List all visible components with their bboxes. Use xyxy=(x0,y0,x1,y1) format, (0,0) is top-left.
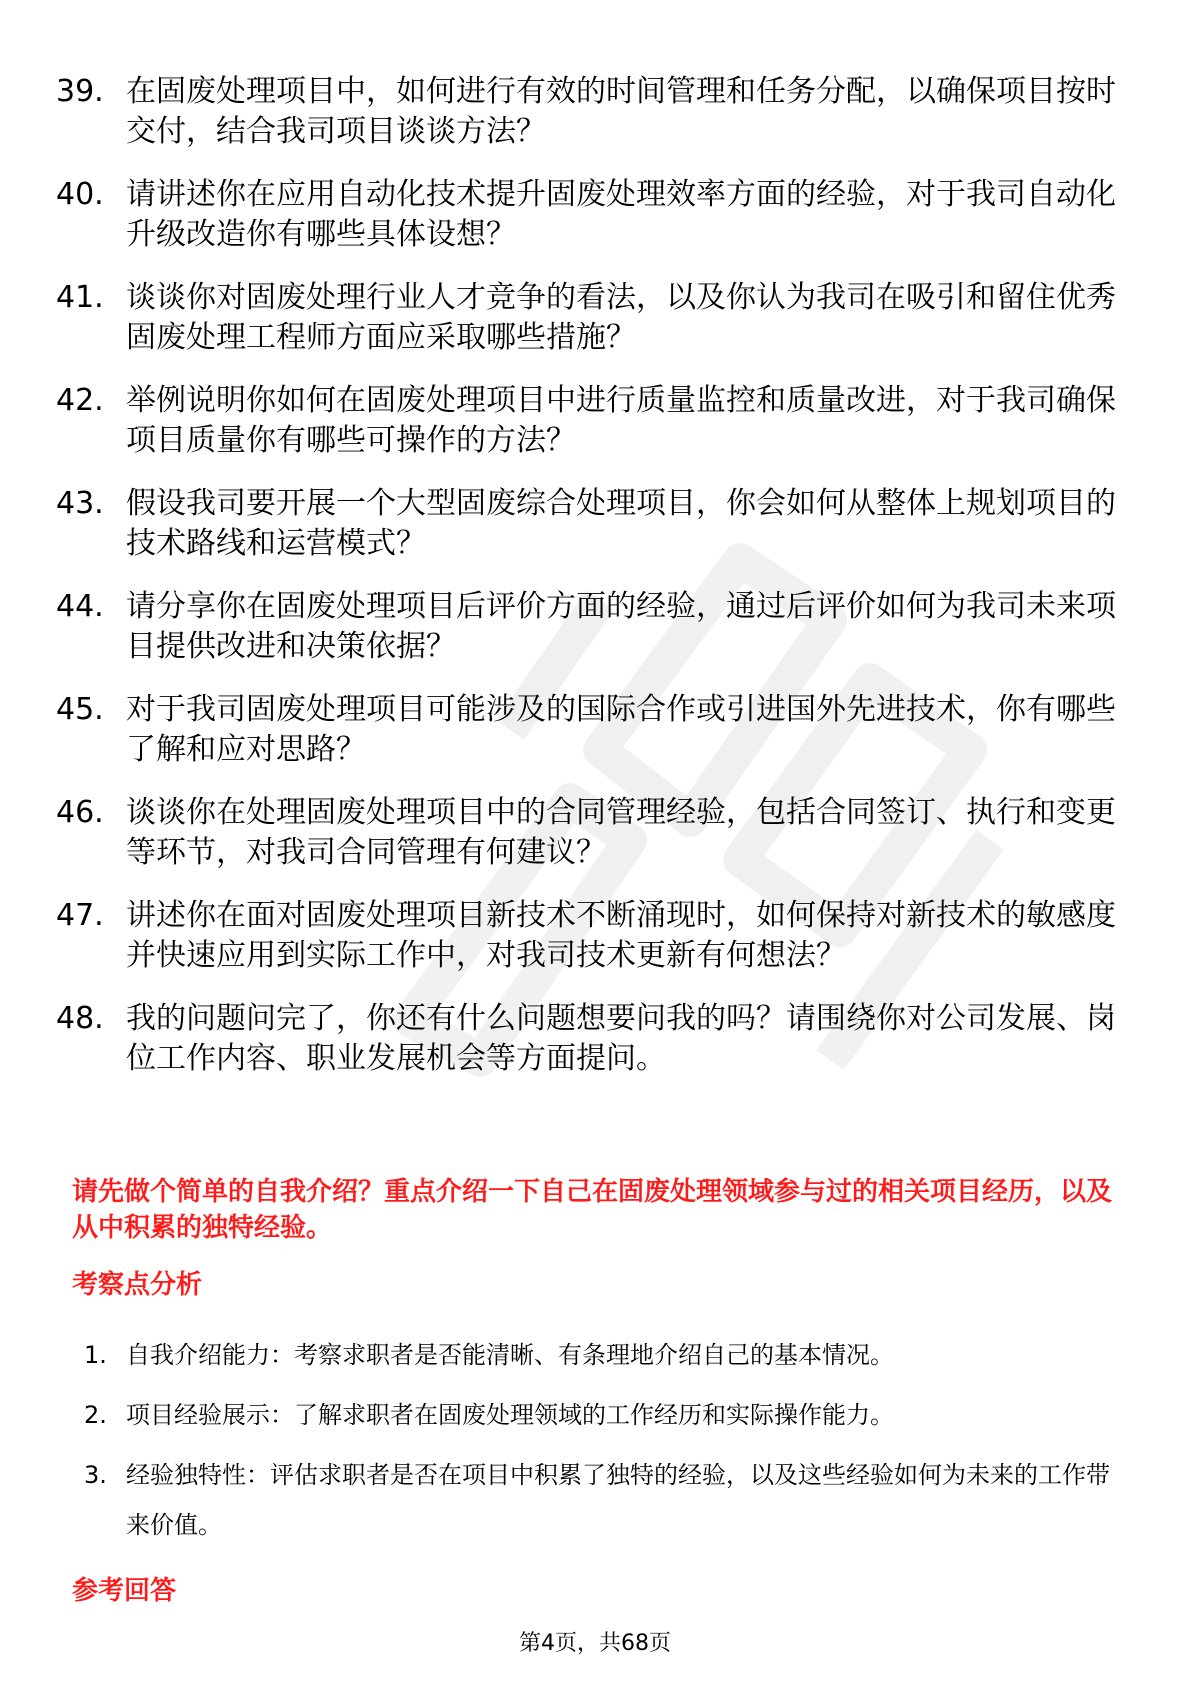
analysis-text: 项目经验展示：了解求职者在固废处理领域的工作经历和实际操作能力。 xyxy=(126,1401,894,1429)
question-number: 43. xyxy=(56,486,104,521)
analysis-text: 自我介绍能力：考察求职者是否能清晰、有条理地介绍自己的基本情况。 xyxy=(126,1341,894,1369)
question-text: 谈谈你在处理固废处理项目中的合同管理经验，包括合同签订、执行和变更等环节，对我司合同管理有何建议？ xyxy=(126,795,1116,870)
question-item xyxy=(56,587,1116,667)
question-number: 42. xyxy=(56,383,104,418)
analysis-number: 2. xyxy=(84,1401,107,1429)
question-item xyxy=(56,175,1116,255)
question-text: 假设我司要开展一个大型固废综合处理项目，你会如何从整体上规划项目的技术路线和运营模式？ xyxy=(126,486,1116,561)
question-text: 举例说明你如何在固废处理项目中进行质量监控和质量改进，对于我司确保项目质量你有哪些可操作的方法？ xyxy=(126,383,1116,458)
question-item xyxy=(56,484,1116,564)
question-item xyxy=(56,381,1116,461)
question-number: 47. xyxy=(56,898,104,933)
question-item xyxy=(56,896,1116,976)
question-item xyxy=(56,72,1116,152)
reference-answer-title: 参考回答 xyxy=(72,1576,177,1606)
question-item xyxy=(56,999,1116,1079)
analysis-item xyxy=(84,1390,1114,1440)
question-item xyxy=(56,793,1116,873)
question-number: 48. xyxy=(56,1001,104,1036)
question-item xyxy=(56,278,1116,358)
question-text: 在固废处理项目中，如何进行有效的时间管理和任务分配，以确保项目按时交付，结合我司项目谈谈方法？ xyxy=(126,74,1116,149)
question-text: 对于我司固废处理项目可能涉及的国际合作或引进国外先进技术，你有哪些了解和应对思路？ xyxy=(126,692,1116,767)
analysis-number: 1. xyxy=(84,1341,107,1369)
analysis-item xyxy=(84,1330,1114,1380)
question-text: 讲述你在面对固废处理项目新技术不断涌现时，如何保持对新技术的敏感度并快速应用到实际工作中，对我司技术更新有何想法？ xyxy=(126,898,1116,973)
analysis-item xyxy=(84,1450,1114,1550)
analysis-text: 经验独特性：评估求职者是否在项目中积累了独特的经验，以及这些经验如何为未来的工作带来价值。 xyxy=(126,1461,1110,1539)
question-list xyxy=(56,72,1116,1102)
question-text: 谈谈你对固废处理行业人才竞争的看法，以及你认为我司在吸引和留住优秀固废处理工程师方面应采取哪些措施？ xyxy=(126,280,1116,355)
page-footer: 第4页，共68页 xyxy=(519,1631,671,1656)
question-text: 请讲述你在应用自动化技术提升固废处理效率方面的经验，对于我司自动化升级改造你有哪些具体设想？ xyxy=(126,177,1116,252)
analysis-list xyxy=(84,1330,1114,1560)
question-number: 40. xyxy=(56,177,104,212)
question-number: 44. xyxy=(56,589,104,624)
question-text: 请分享你在固废处理项目后评价方面的经验，通过后评价如何为我司未来项目提供改进和决策依据？ xyxy=(126,589,1116,664)
question-item xyxy=(56,690,1116,770)
analysis-title: 考察点分析 xyxy=(72,1270,203,1300)
question-number: 46. xyxy=(56,795,104,830)
question-text: 我的问题问完了，你还有什么问题想要问我的吗？请围绕你对公司发展、岗位工作内容、职业发展机会等方面提问。 xyxy=(126,1001,1116,1076)
question-number: 41. xyxy=(56,280,104,315)
question-number: 39. xyxy=(56,74,104,109)
highlight-question: 请先做个简单的自我介绍？重点介绍一下自己在固废处理领域参与过的相关项目经历，以及从中积累的独特经验。 xyxy=(72,1177,1113,1243)
analysis-number: 3. xyxy=(84,1461,107,1489)
question-number: 45. xyxy=(56,692,104,727)
